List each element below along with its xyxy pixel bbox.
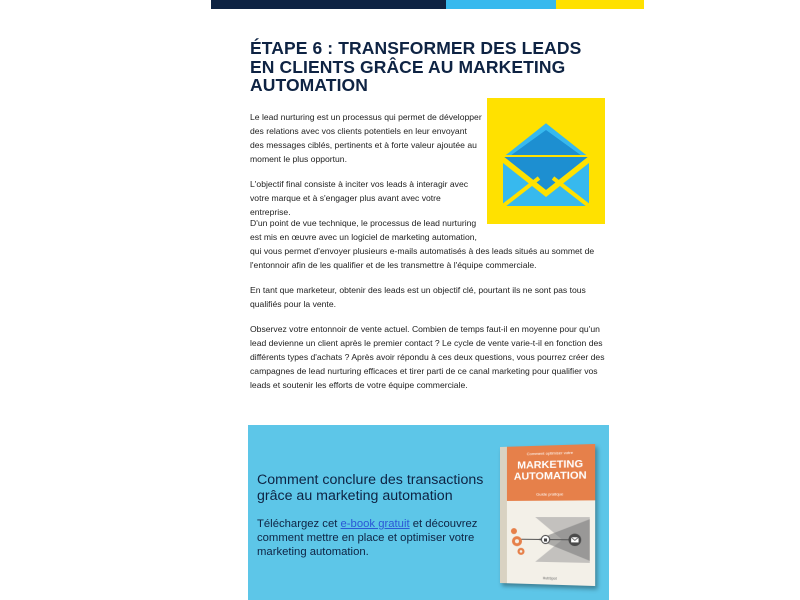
ebook-promo-banner: [248, 425, 609, 600]
book-title-line1: MARKETING: [517, 457, 584, 472]
paragraph-lead-nurturing: Le lead nurturing est un processus qui permet de développer des relations avec vos clients potentiels en leur envoyant des messages ciblés, pertinents et à forte valeur ajoutée au moment le plus opportun.: [250, 112, 482, 164]
book-publisher: HubSpot: [542, 576, 557, 581]
promo-text-after: et découvrez comment mettre en place et optimiser votre marketing automation.: [257, 518, 478, 558]
ebook-cover[interactable]: [500, 444, 595, 586]
book-subtitle: Guide pratique: [536, 491, 564, 497]
lock-icon: [541, 535, 549, 543]
top-bar-yellow-segment: [556, 0, 644, 9]
promo-description: [257, 517, 497, 559]
open-envelope-icon: [487, 98, 605, 224]
article-title: ÉTAPE 6 : TRANSFORMER DES LEADS EN CLIENTS GRÂCE AU MARKETING AUTOMATION: [250, 38, 582, 95]
paragraph-technical: [250, 216, 608, 272]
paragraph-technical-part1: D'un point de vue technique, le processus de lead nurturing est mis en œuvre avec un logiciel de marketing automation,: [250, 218, 477, 242]
book-kicker: Comment optimiser votre: [526, 449, 574, 457]
top-bar-navy-segment: [211, 0, 446, 9]
top-bar-blue-segment: [446, 0, 556, 9]
book-title-line2: AUTOMATION: [513, 468, 587, 483]
promo-text-before: Téléchargez cet: [257, 518, 341, 530]
envelope-illustration: [487, 98, 605, 224]
paragraph-marketer: En tant que marketeur, obtenir des leads est un objectif clé, pourtant ils ne sont pas tous qualifiés pour la vente.: [250, 285, 586, 309]
top-color-bar: [211, 0, 644, 9]
paragraph-sales-funnel: Observez votre entonnoir de vente actuel. Combien de temps faut-il en moyenne pour qu'un lead devienne un client après le premier contact ? Le cycle de vente varie-t-il en fonction des différents types d'achats ? Après avoir répondu à ces deux questions, vous pourrez créer des campagnes de lead nurturing efficaces et tirer parti de ce canal marketing pour qualifier vos leads et soutenir les efforts de votre équipe commerciale.: [250, 324, 605, 390]
book-spine: [500, 447, 507, 583]
ebook-download-link[interactable]: e-book gratuit: [340, 518, 410, 530]
paragraph-technical-part2: qui vous permet d'envoyer plusieurs e-mails automatisés à des leads situés au sommet de l'entonnoir afin de les qualifier et de les transmettre à l'équipe commerciale.: [250, 246, 595, 270]
paragraph-objective: L'objectif final consiste à inciter vos leads à interagir avec votre marque et à s'engager plus avant avec votre entreprise.: [250, 179, 469, 217]
promo-headline: Comment conclure des transactions grâce au marketing automation: [257, 472, 484, 504]
book-title: [509, 459, 592, 482]
book-funnel-art: [507, 507, 592, 576]
